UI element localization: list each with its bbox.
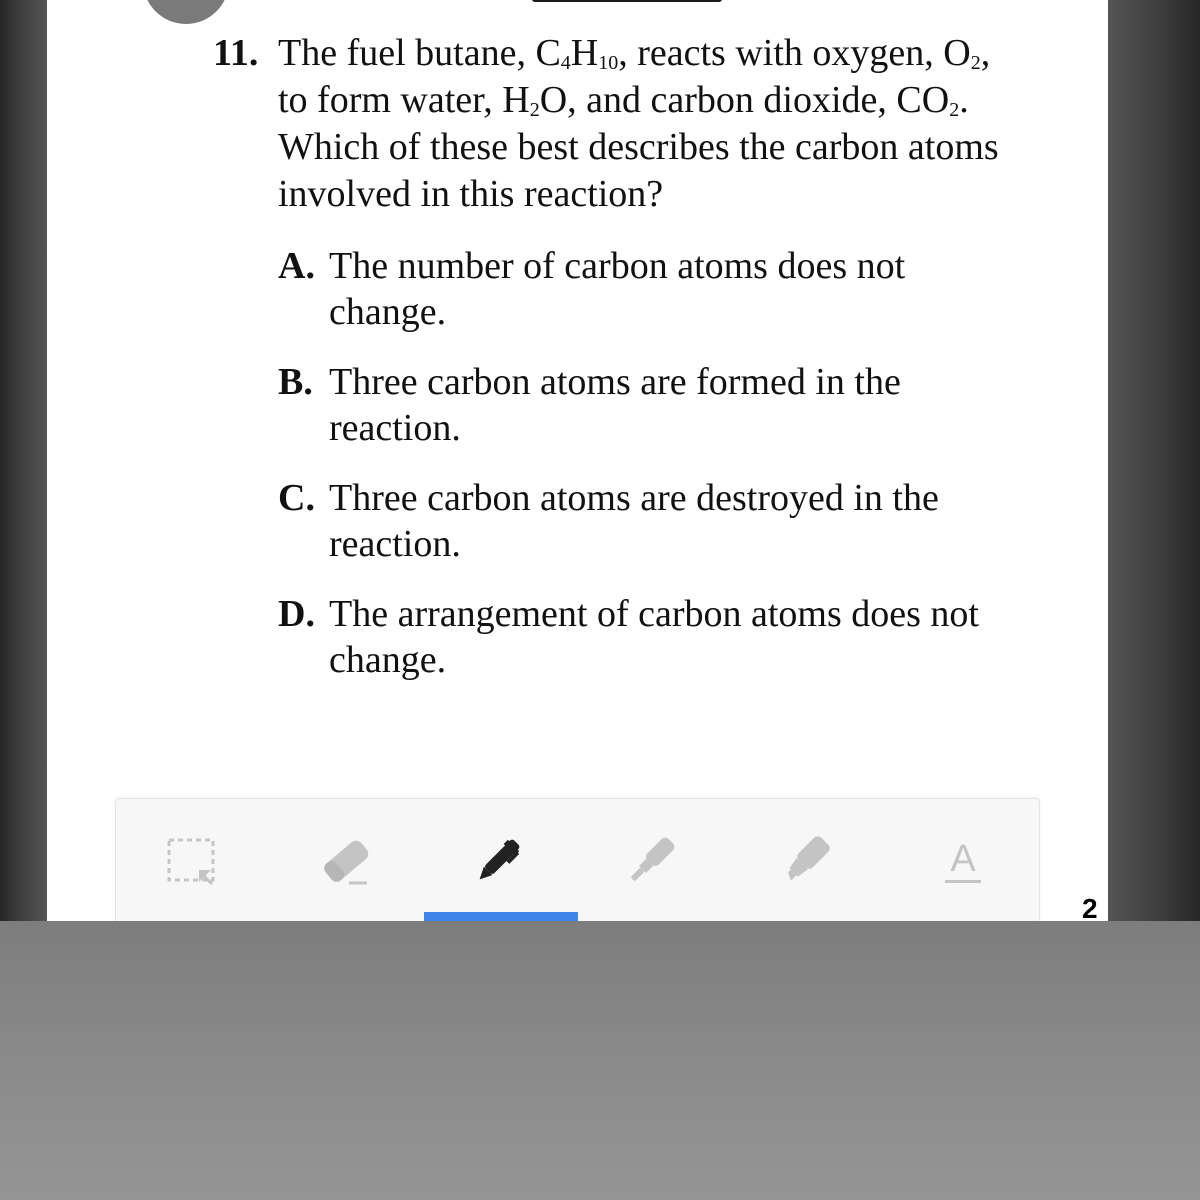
option-a-letter: A. bbox=[278, 245, 315, 287]
annotation-toolbar bbox=[115, 798, 1040, 921]
selection-tool-button[interactable] bbox=[159, 829, 223, 893]
pen-tool-button[interactable] bbox=[466, 829, 530, 893]
text-tool-glyph: A bbox=[950, 837, 976, 880]
marker-tool-button[interactable] bbox=[619, 829, 683, 893]
marker-icon bbox=[621, 831, 681, 891]
option-a-line-2: change. bbox=[329, 291, 447, 333]
pen-icon bbox=[468, 831, 528, 891]
active-tool-indicator bbox=[424, 912, 578, 921]
page-number: 2 bbox=[1082, 893, 1098, 924]
lower-backdrop bbox=[0, 921, 1200, 1200]
text-tool-underline bbox=[945, 880, 981, 883]
option-b-letter: B. bbox=[278, 361, 313, 403]
selection-icon bbox=[164, 834, 218, 888]
highlighter-tool-button[interactable] bbox=[773, 829, 837, 893]
option-c-line-1: Three carbon atoms are destroyed in the bbox=[329, 477, 939, 519]
option-d-line-2: change. bbox=[329, 639, 447, 681]
option-b[interactable] bbox=[278, 359, 1058, 451]
option-a-text bbox=[329, 243, 1058, 335]
text-tool-button[interactable] bbox=[931, 829, 995, 893]
question-line-2: to form water, $H_2O$, and carbon dioxide, $CO_2$. bbox=[278, 79, 969, 121]
question-number: 11. bbox=[213, 32, 259, 74]
option-c-text bbox=[329, 475, 1058, 567]
option-c-letter: C. bbox=[278, 477, 315, 519]
right-bezel bbox=[1108, 0, 1200, 921]
option-a-line-1: The number of carbon atoms does not bbox=[329, 245, 906, 287]
option-d-text bbox=[329, 591, 1058, 683]
option-a[interactable] bbox=[278, 243, 1058, 335]
question-block bbox=[213, 30, 1073, 218]
option-b-text bbox=[329, 359, 1058, 451]
option-c[interactable] bbox=[278, 475, 1058, 567]
text-icon bbox=[945, 837, 981, 883]
page-handle bbox=[532, 0, 722, 2]
option-b-line-1: Three carbon atoms are formed in the bbox=[329, 361, 901, 403]
question-text bbox=[278, 30, 1073, 218]
document-page bbox=[47, 0, 1108, 921]
option-d[interactable] bbox=[278, 591, 1058, 683]
back-button[interactable] bbox=[143, 0, 229, 24]
eraser-tool-button[interactable] bbox=[313, 829, 377, 893]
option-d-line-1: The arrangement of carbon atoms does not bbox=[329, 593, 979, 635]
option-c-line-2: reaction. bbox=[329, 523, 461, 565]
highlighter-icon bbox=[775, 831, 835, 891]
question-line-3: Which of these best describes the carbon atoms bbox=[278, 126, 999, 168]
left-bezel bbox=[0, 0, 47, 921]
option-b-line-2: reaction. bbox=[329, 407, 461, 449]
eraser-icon bbox=[315, 831, 375, 891]
question-line-4: involved in this reaction? bbox=[278, 173, 664, 215]
question-line-1: The fuel butane, $C_4H_{10}$, reacts with oxygen, $O_2$, bbox=[278, 32, 991, 74]
option-d-letter: D. bbox=[278, 593, 315, 635]
